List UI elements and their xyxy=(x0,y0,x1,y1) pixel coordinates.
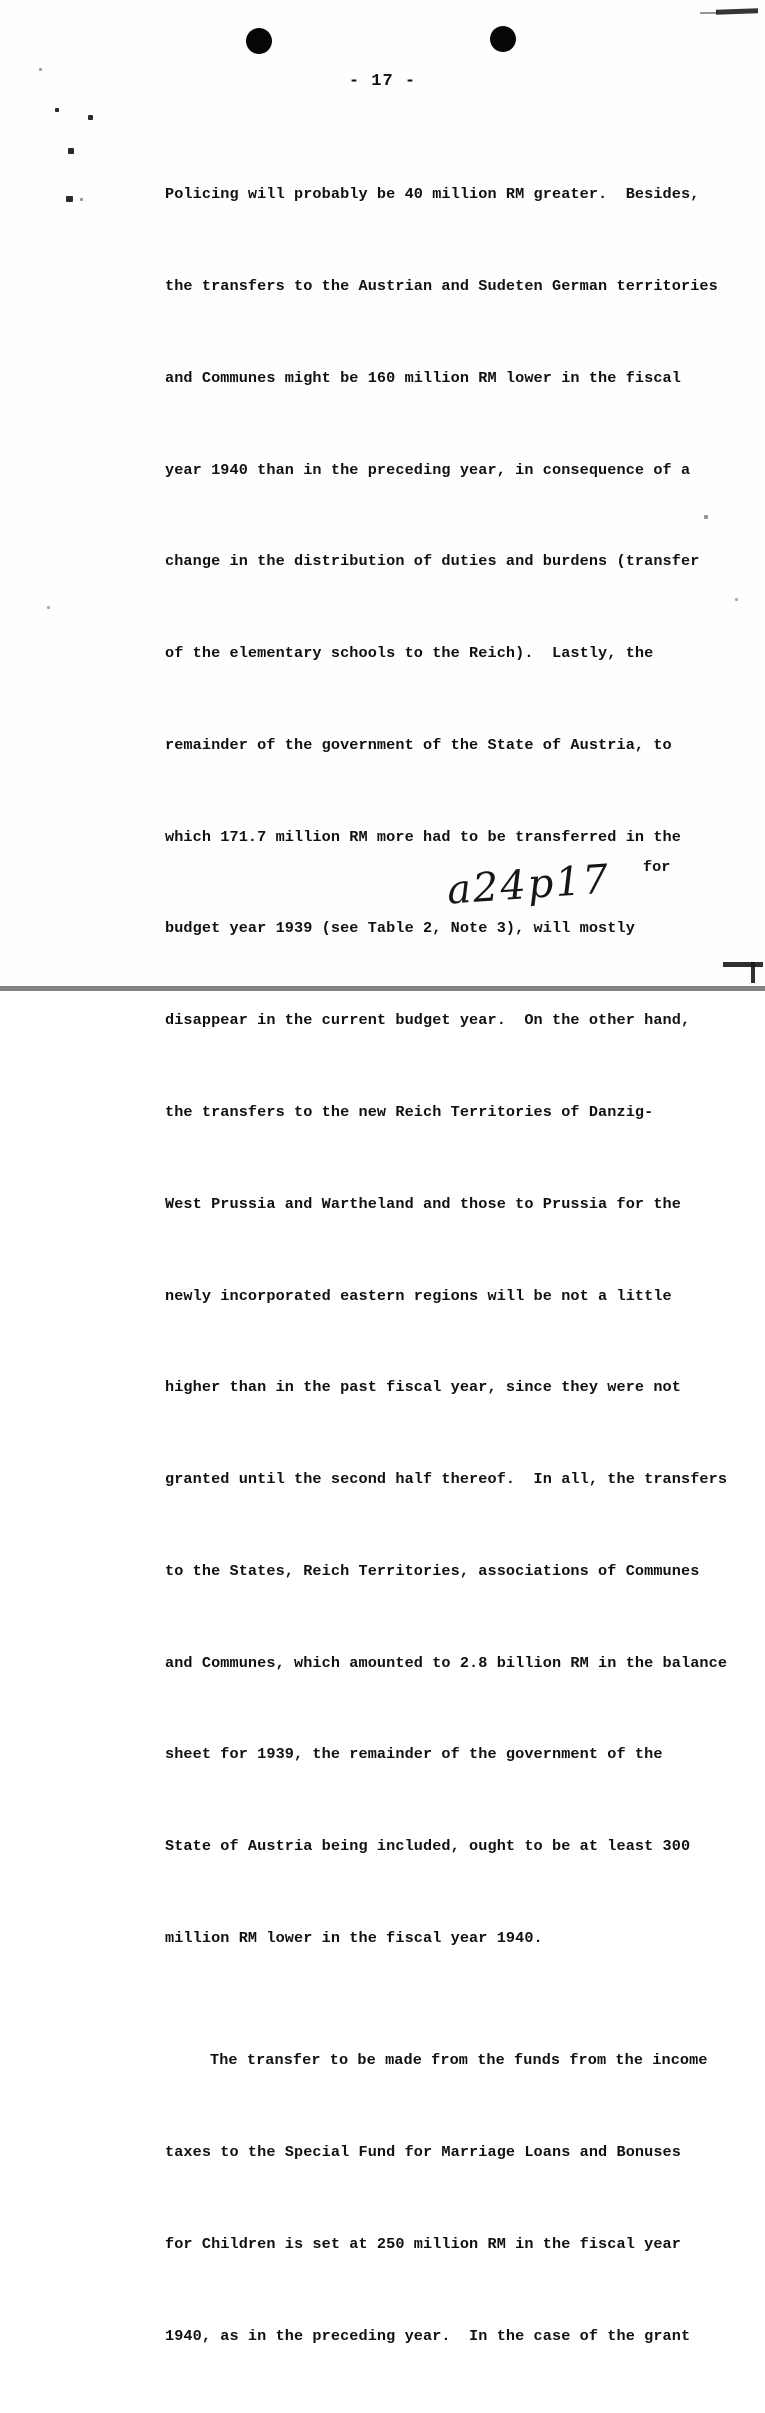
scan-speck xyxy=(39,68,42,71)
body-line: of the elementary schools to the Reich). Lastly, the xyxy=(165,644,654,663)
body-line: and Communes might be 160 million RM lower in the fiscal xyxy=(165,368,681,387)
body-line: to the States, Reich Territories, associations of Communes xyxy=(165,1561,700,1580)
body-line: 1940, as in the preceding year. In the case of the grant xyxy=(165,2326,691,2345)
bottom-right-edge-tick xyxy=(751,962,755,983)
body-line: million RM lower in the fiscal year 1940. xyxy=(165,1929,543,1948)
scan-speck xyxy=(80,198,83,201)
body-line: which 171.7 million RM more had to be transferred in the xyxy=(165,827,681,846)
top-right-edge-mark-tail xyxy=(700,12,718,14)
body-line: higher than in the past fiscal year, since they were not xyxy=(165,1378,681,1397)
body-line: and Communes, which amounted to 2.8 billion RM in the balance xyxy=(165,1653,728,1672)
body-line: The transfer to be made from the funds from the income xyxy=(210,2051,708,2070)
punch-hole-icon-left xyxy=(246,28,272,54)
body-line: year 1940 than in the preceding year, in consequence of a xyxy=(165,460,691,479)
document-body xyxy=(165,118,745,2413)
scan-speck xyxy=(47,606,50,609)
body-line: budget year 1939 (see Table 2, Note 3), will mostly xyxy=(165,919,635,938)
body-line: newly incorporated eastern regions will be not a little xyxy=(165,1286,672,1305)
body-line: remainder of the government of the State of Austria, to xyxy=(165,735,672,754)
body-line: for Children is set at 250 million RM in the fiscal year xyxy=(165,2234,681,2253)
catchword: for xyxy=(643,858,671,876)
page-number: - 17 - xyxy=(348,72,417,91)
body-line: sheet for 1939, the remainder of the government of the xyxy=(165,1745,663,1764)
body-line: West Prussia and Wartheland and those to Prussia for the xyxy=(165,1194,681,1213)
scan-speck xyxy=(66,196,73,202)
scan-speck xyxy=(88,115,93,120)
top-right-edge-mark xyxy=(716,8,758,14)
scan-speck xyxy=(68,148,74,154)
body-line: granted until the second half thereof. In all, the transfers xyxy=(165,1470,728,1489)
body-line: taxes to the Special Fund for Marriage Loans and Bonuses xyxy=(165,2143,681,2162)
body-line: State of Austria being included, ought to be at least 300 xyxy=(165,1837,691,1856)
body-line: Policing will probably be 40 million RM greater. Besides, xyxy=(165,185,700,204)
punch-hole-icon-right xyxy=(490,26,516,52)
body-line: the transfers to the Austrian and Sudeten German territories xyxy=(165,276,718,295)
scan-speck xyxy=(55,108,59,112)
handwritten-annotation: a24p17 xyxy=(445,856,612,914)
body-line: change in the distribution of duties and burdens (transfer xyxy=(165,552,700,571)
body-line: the transfers to the new Reich Territories of Danzig- xyxy=(165,1103,654,1121)
body-line: disappear in the current budget year. On the other hand, xyxy=(165,1011,691,1030)
